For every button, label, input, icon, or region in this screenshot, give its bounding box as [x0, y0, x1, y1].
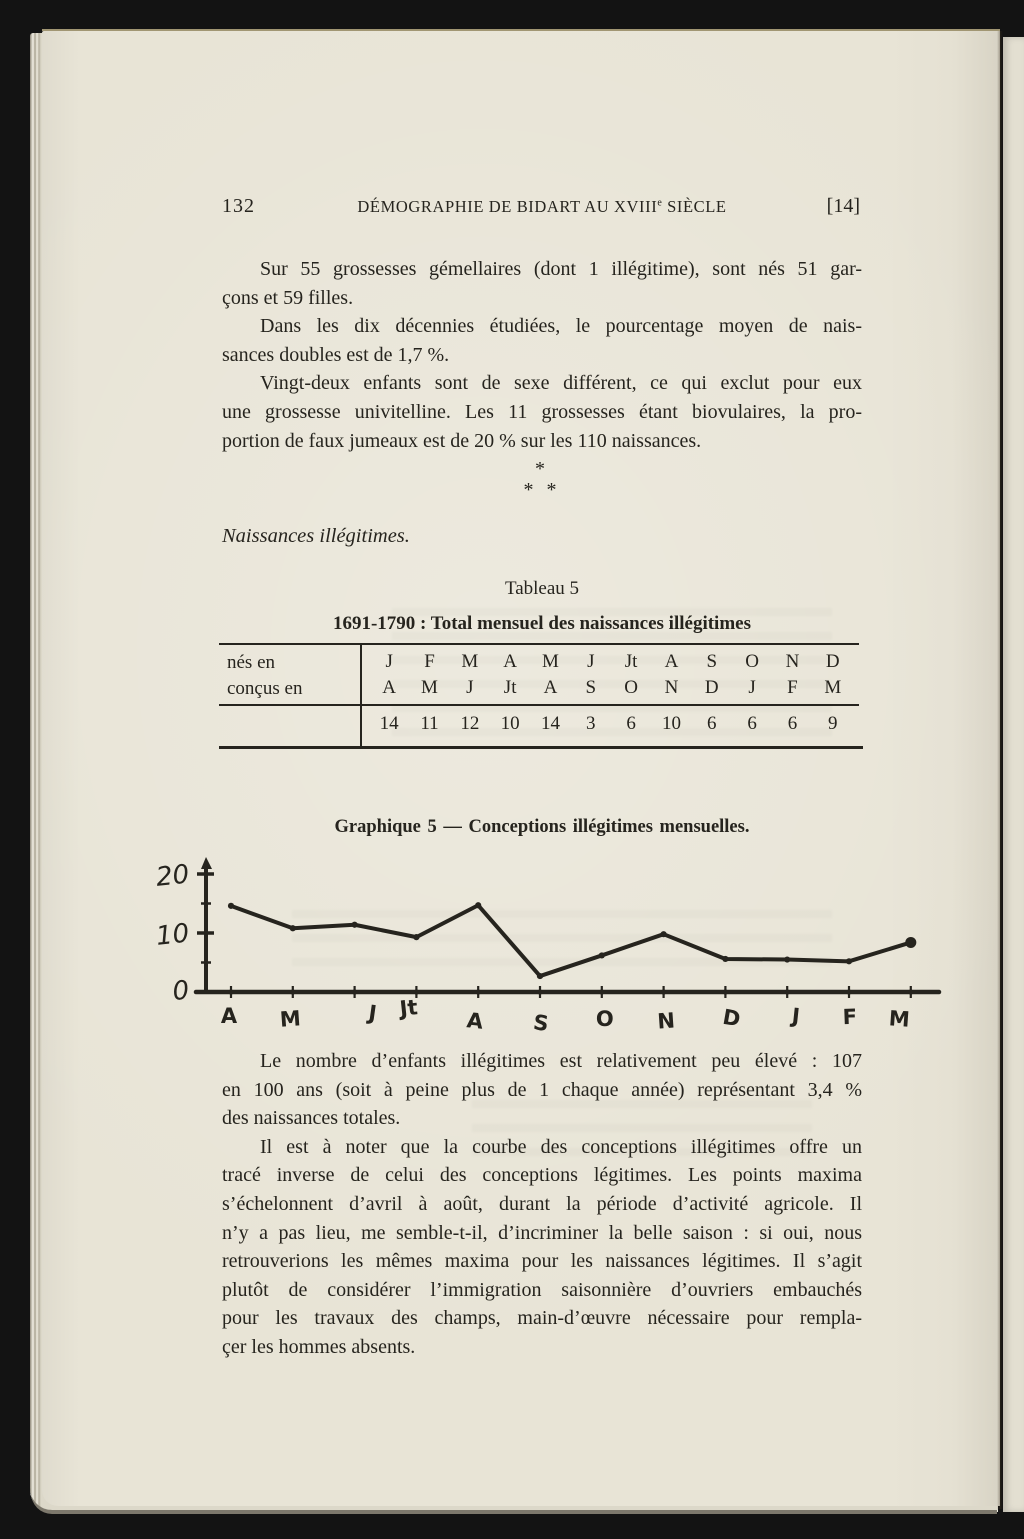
- table-cell-nes: M: [461, 651, 479, 672]
- table-column: [450, 643, 490, 746]
- svg-text:N: N: [656, 1008, 676, 1034]
- paragraph-courbe: [222, 1133, 862, 1362]
- text-line: Vingt-deux enfants sont de sexe différent, ce qui exclut pour eux: [260, 372, 862, 395]
- paragraph-vingt-deux: [222, 369, 862, 455]
- table-rule-vertical: [360, 643, 362, 746]
- table-cell-concus: J: [466, 677, 474, 698]
- upper-text-block: [222, 255, 862, 455]
- table-cell-value: 3: [586, 713, 596, 734]
- page-number: 132: [222, 195, 255, 217]
- svg-text:10: 10: [154, 918, 191, 952]
- table-cell-nes: D: [825, 651, 840, 672]
- text-line: tracé inverse de celui des conceptions légitimes. Les points maxima: [222, 1164, 862, 1187]
- text-line: plutôt de considérer l’immigration saisonnière d’ouvriers embauchés: [222, 1278, 862, 1301]
- svg-text:M: M: [279, 1006, 302, 1032]
- table-column: [409, 643, 449, 746]
- table-cell-nes: J: [385, 651, 393, 672]
- text-line: çer les hommes absents.: [222, 1335, 416, 1358]
- svg-text:M: M: [888, 1006, 911, 1032]
- table-month-columns: [369, 643, 853, 746]
- table-column: [772, 643, 812, 746]
- table-cell-concus: N: [664, 677, 679, 698]
- table-column: [611, 643, 651, 746]
- table-cell-nes: O: [745, 651, 759, 672]
- text-line: s’échelonnent d’avril à août, durant la période d’activité agricole. Il: [222, 1192, 862, 1215]
- table-cell-nes: Jt: [624, 651, 638, 672]
- svg-text:Jt: Jt: [398, 995, 419, 1021]
- table-subtitle: 1691-1790 : Total mensuel des naissances illégitimes: [332, 613, 751, 634]
- running-title: [222, 197, 862, 217]
- svg-text:O: O: [595, 1007, 614, 1031]
- text-line: çons et 59 filles.: [222, 286, 354, 309]
- text-line: une grossesse univitelline. Les 11 grossesses étant biovulaires, la pro-: [222, 400, 862, 423]
- text-line: Dans les dix décennies étudiées, le pourcentage moyen de nais-: [260, 315, 862, 338]
- table-cell-concus: A: [382, 677, 397, 698]
- table-column: [530, 643, 570, 746]
- table-cell-concus: Jt: [503, 677, 517, 698]
- running-title-text: DÉMOGRAPHIE DE BIDART AU XVIII: [357, 197, 658, 216]
- text-line: sances doubles est de 1,7 %.: [222, 343, 450, 366]
- table-cell-value: 14: [540, 713, 560, 734]
- svg-text:J: J: [367, 1000, 379, 1026]
- table-column: [490, 643, 530, 746]
- table-cell-value: 9: [828, 713, 838, 734]
- table-cell-concus: S: [585, 677, 597, 698]
- paragraph-nombre-enfants: [222, 1047, 862, 1133]
- text-line: pour les travaux des champs, main-d’œuvre nécessaire pour rempla-: [222, 1307, 862, 1330]
- table-rule-bottom: [219, 746, 863, 749]
- table-naissances-illegitimes: [219, 643, 859, 748]
- table-cell-nes: J: [587, 651, 595, 672]
- paragraph-gemellaires: [222, 255, 862, 312]
- paragraph-decennies: [222, 312, 862, 369]
- row-label-concus-en: conçus en: [227, 678, 303, 699]
- table-cell-nes: A: [664, 651, 679, 672]
- running-title-superscript: e: [657, 197, 663, 209]
- svg-text:F: F: [842, 1004, 858, 1030]
- table-cell-value: 11: [420, 713, 439, 734]
- section-heading: Naissances illégitimes.: [222, 525, 410, 547]
- page-header: [222, 195, 862, 221]
- svg-text:20: 20: [154, 859, 191, 893]
- svg-text:S: S: [531, 1010, 551, 1037]
- row-label-nes-en: nés en: [227, 652, 276, 673]
- table-cell-value: 6: [747, 713, 757, 734]
- table-cell-nes: M: [542, 651, 559, 672]
- svg-text:0: 0: [171, 975, 191, 1008]
- svg-text:A: A: [220, 1004, 238, 1028]
- table-title: Tableau 5: [504, 578, 580, 599]
- table-cell-concus: A: [543, 677, 558, 698]
- svg-text:D: D: [720, 1004, 743, 1032]
- table-column: [732, 643, 772, 746]
- table-cell-concus: J: [748, 677, 756, 698]
- column-reference: [14]: [826, 195, 860, 217]
- table-cell-nes: F: [424, 651, 435, 672]
- text-line: des naissances totales.: [222, 1107, 401, 1130]
- table-column: [651, 643, 691, 746]
- table-cell-nes: A: [503, 651, 518, 672]
- section-separator: [222, 459, 862, 501]
- table-cell-nes: N: [785, 651, 800, 672]
- table-cell-value: 10: [661, 713, 681, 734]
- table-cell-value: 14: [379, 713, 399, 734]
- chart-graphique-5: [144, 852, 944, 1042]
- table-cell-concus: O: [624, 677, 638, 698]
- table-cell-concus: M: [824, 677, 842, 698]
- separator-stars: * *: [523, 479, 561, 501]
- table-cell-value: 6: [626, 713, 636, 734]
- text-line: retrouverions les mêmes maxima pour les naissances légitimes. Il s’agit: [222, 1250, 862, 1273]
- text-line: portion de faux jumeaux est de 20 % sur les 110 naissances.: [222, 429, 702, 452]
- running-title-end: SIÈCLE: [662, 197, 727, 216]
- table-cell-value: 10: [500, 713, 520, 734]
- svg-text:J: J: [790, 1003, 802, 1029]
- table-cell-concus: F: [787, 677, 798, 698]
- lower-text-block: [222, 1047, 862, 1362]
- text-line: en 100 ans (soit à peine plus de 1 chaque année) représentant 3,4 %: [222, 1078, 862, 1101]
- table-cell-value: 12: [460, 713, 480, 734]
- separator-star: *: [535, 458, 549, 480]
- text-line: Le nombre d’enfants illégitimes est relativement peu élevé : 107: [260, 1050, 862, 1072]
- svg-text:A: A: [465, 1008, 485, 1034]
- facing-page-edge: [1003, 37, 1024, 1512]
- table-column: [571, 643, 611, 746]
- table-cell-value: 6: [707, 713, 717, 734]
- chart-caption: Graphique 5 — Conceptions illégitimes mensuelles.: [334, 817, 750, 837]
- text-line: Il est à noter que la courbe des conceptions illégitimes offre un: [260, 1135, 862, 1158]
- table-column: [692, 643, 732, 746]
- table-row-labels: [227, 650, 302, 702]
- text-line: n’y a pas lieu, me semble-t-il, d’incriminer la belle saison : si oui, nous: [222, 1221, 862, 1244]
- table-cell-concus: D: [704, 677, 719, 698]
- table-column: [369, 643, 409, 746]
- table-column: [813, 643, 853, 746]
- book-page: [42, 31, 1000, 1506]
- table-cell-nes: S: [706, 651, 718, 672]
- text-line: Sur 55 grossesses gémellaires (dont 1 illégitime), sont nés 51 gar-: [260, 258, 862, 280]
- table-cell-concus: M: [421, 677, 438, 698]
- table-cell-value: 6: [787, 713, 798, 734]
